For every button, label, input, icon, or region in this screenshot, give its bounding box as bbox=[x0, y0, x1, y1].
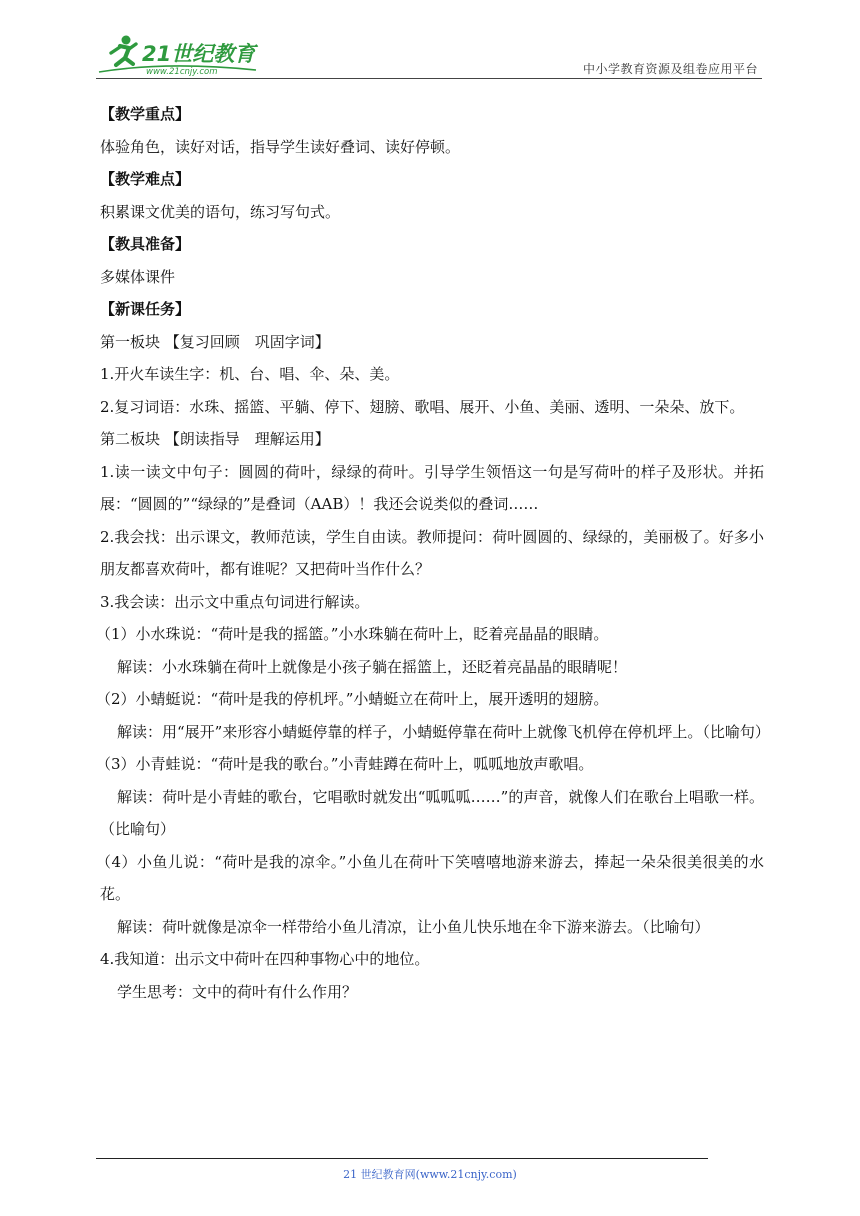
footer-text: 21 世纪教育网(www.21cnjy.com) bbox=[343, 1168, 517, 1181]
paragraph: 积累课文优美的语句，练习写句式。 bbox=[100, 202, 341, 221]
paragraph: （3）小青蛙说：“荷叶是我的歌台。”小青蛙蹲在荷叶上，呱呱地放声歌唱。 bbox=[96, 755, 594, 773]
paragraph: 4.我知道：出示文中荷叶在四种事物心中的地位。 bbox=[100, 950, 430, 968]
header-divider bbox=[96, 78, 762, 79]
paragraph: （1）小水珠说：“荷叶是我的摇篮。”小水珠躺在荷叶上，眨着亮晶晶的眼睛。 bbox=[96, 625, 609, 643]
footer-divider bbox=[96, 1158, 708, 1159]
paragraph: 1.读一读文中句子：圆圆的荷叶，绿绿的荷叶。引导学生领悟这一句是写荷叶的样子及形状。并拓展：“圆圆的”“绿绿的”是叠词（AAB）！我还会说类似的叠词…… bbox=[100, 462, 764, 513]
paragraph: （2）小蜻蜓说：“荷叶是我的停机坪。”小蜻蜓立在荷叶上，展开透明的翅膀。 bbox=[96, 690, 609, 708]
paragraph: （4）小鱼儿说：“荷叶是我的凉伞。”小鱼儿在荷叶下笑嘻嘻地游来游去，捧起一朵朵很美很美的水花。 bbox=[96, 852, 764, 903]
paragraph: 解读：荷叶就像是凉伞一样带给小鱼儿清凉，让小鱼儿快乐地在伞下游来游去。（比喻句） bbox=[117, 917, 710, 936]
document-body bbox=[96, 98, 770, 1008]
paragraph: 解读：荷叶是小青蛙的歌台，它唱歌时就发出“呱呱呱……”的声音，就像人们在歌台上唱歌一样。（比喻句） bbox=[100, 787, 764, 838]
paragraph: 1.开火车读生字：机、台、唱、伞、朵、美。 bbox=[100, 365, 400, 383]
paragraph: 第一板块 【复习回顾 巩固字词】 bbox=[100, 332, 330, 351]
section-heading: 【新课任务】 bbox=[100, 300, 191, 318]
paragraph: 第二板块 【朗读指导 理解运用】 bbox=[100, 430, 330, 448]
section-heading: 【教具准备】 bbox=[100, 235, 191, 253]
paragraph: 学生思考：文中的荷叶有什么作用？ bbox=[117, 982, 358, 1001]
paragraph: 2.复习词语：水珠、摇篮、平躺、停下、翅膀、歌唱、展开、小鱼、美丽、透明、一朵朵、放下。 bbox=[100, 397, 745, 416]
paragraph: 多媒体课件 bbox=[100, 267, 176, 286]
section-heading: 【教学难点】 bbox=[100, 170, 191, 188]
logo-url-text: www.21cnjy.com bbox=[146, 67, 218, 77]
paragraph: 2.我会找：出示课文，教师范读，学生自由读。教师提问：荷叶圆圆的、绿绿的，美丽极了。好多小朋友都喜欢荷叶，都有谁呢？又把荷叶当作什么？ bbox=[100, 527, 764, 578]
section-heading: 【教学重点】 bbox=[100, 105, 191, 123]
site-name: 中小学教育资源及组卷应用平台 bbox=[582, 62, 758, 76]
paragraph: 解读：小水珠躺在荷叶上就像是小孩子躺在摇篮上，还眨着亮晶晶的眼睛呢！ bbox=[117, 657, 628, 676]
paragraph: 3.我会读：出示文中重点句词进行解读。 bbox=[100, 592, 370, 611]
paragraph: 解读：用“展开”来形容小蜻蜓停靠的样子，小蜻蜓停靠在荷叶上就像飞机停在停机坪上。（比喻句） bbox=[117, 722, 770, 741]
logo-21cnjy bbox=[96, 34, 266, 78]
page-header bbox=[96, 34, 762, 80]
paragraph: 体验角色，读好对话，指导学生读好叠词、读好停顿。 bbox=[100, 137, 461, 156]
logo-main-text: 21世纪教育 bbox=[142, 42, 256, 66]
